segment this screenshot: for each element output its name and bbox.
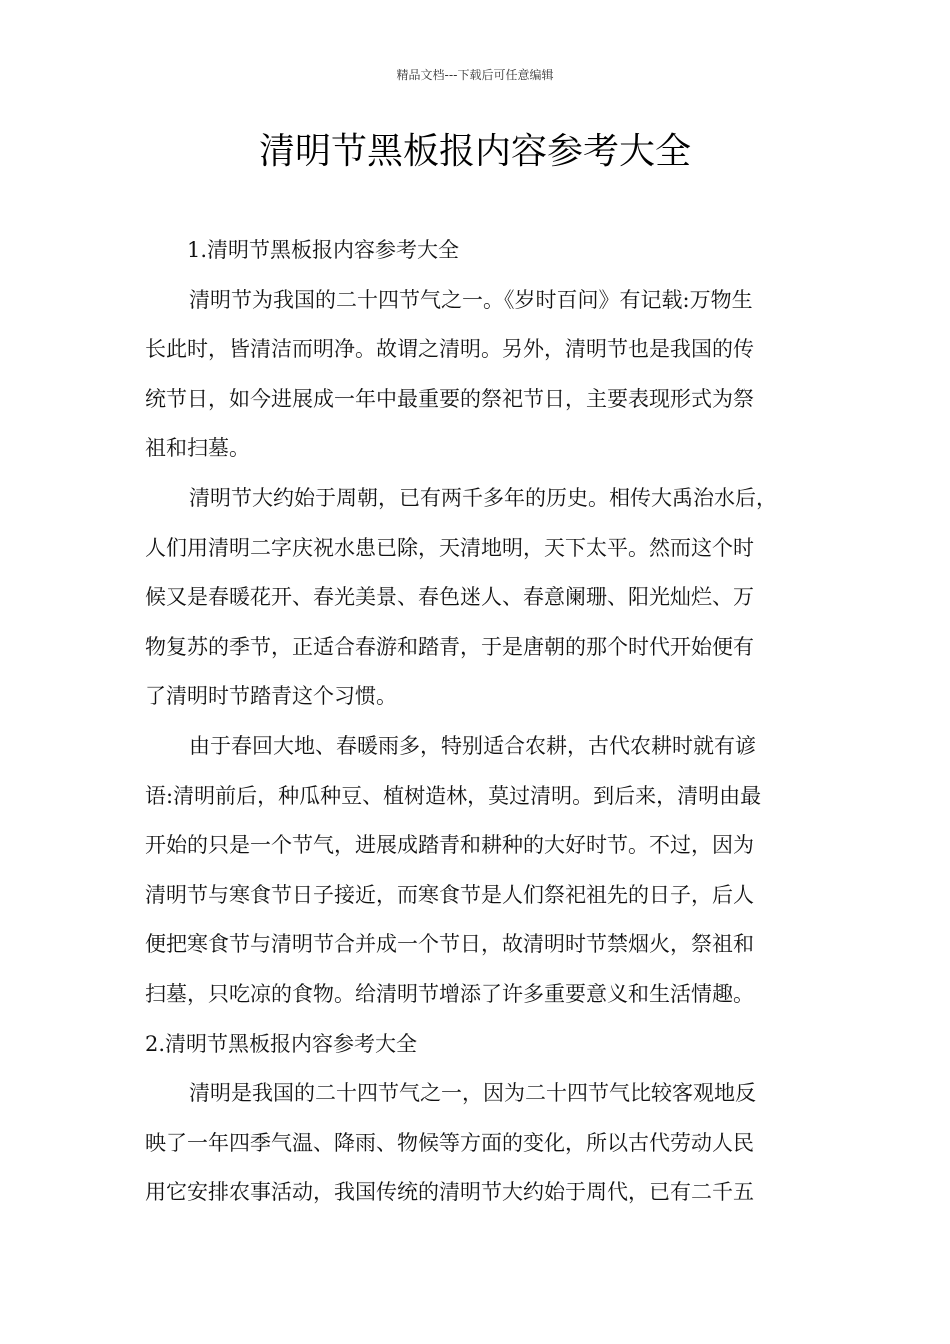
document-title: 清明节黑板报内容参考大全 <box>258 131 691 172</box>
paragraph-line: 便把寒食节与清明节合并成一个节日，故清明时节禁烟火，祭祖和 <box>145 932 754 957</box>
paragraph-line: 统节日，如今进展成一年中最重要的祭祀节日，主要表现形式为祭 <box>145 386 754 411</box>
paragraph-line: 映了一年四季气温、降雨、物候等方面的变化，所以古代劳动人民 <box>145 1130 754 1155</box>
paragraph-line: 长此时，皆清洁而明净。故谓之清明。另外，清明节也是我国的传 <box>145 337 754 362</box>
header-note: 精品文档---下载后可任意编辑 <box>396 68 554 82</box>
paragraph-line: 祖和扫墓。 <box>145 436 250 461</box>
paragraph-line: 清明节与寒食节日子接近，而寒食节是人们祭祀祖先的日子，后人 <box>145 882 754 907</box>
section-heading-2: 2.清明节黑板报内容参考大全 <box>145 1031 418 1056</box>
paragraph-line: 候又是春暖花开、春光美景、春色迷人、春意阑珊、阳光灿烂、万 <box>145 585 754 610</box>
paragraph-line: 物复苏的季节，正适合春游和踏青，于是唐朝的那个时代开始便有 <box>145 634 754 659</box>
paragraph-line: 清明节为我国的二十四节气之一。《岁时百问》有记载:万物生 <box>189 287 753 312</box>
paragraph-line: 人们用清明二字庆祝水患已除，天清地明，天下太平。然而这个时 <box>145 535 754 560</box>
section-heading-1: 1.清明节黑板报内容参考大全 <box>187 238 460 262</box>
paragraph-line: 开始的只是一个节气，进展成踏青和耕种的大好时节。不过，因为 <box>145 833 754 858</box>
paragraph-line: 语:清明前后，种瓜种豆、植树造林，莫过清明。到后来，清明由最 <box>145 783 762 808</box>
paragraph-line: 清明是我国的二十四节气之一，因为二十四节气比较客观地反 <box>189 1081 756 1106</box>
paragraph-line: 扫墓，只吃凉的食物。给清明节增添了许多重要意义和生活情趣。 <box>145 981 754 1006</box>
paragraph-line: 用它安排农事活动，我国传统的清明节大约始于周代，已有二千五 <box>145 1180 754 1205</box>
paragraph-line: 由于春回大地、春暖雨多，特别适合农耕，古代农耕时就有谚 <box>189 733 756 758</box>
document-body <box>145 226 815 1218</box>
paragraph-line: 了清明时节踏青这个习惯。 <box>145 684 397 709</box>
paragraph-line: 清明节大约始于周朝，已有两千多年的历史。相传大禹治水后， <box>189 485 777 510</box>
